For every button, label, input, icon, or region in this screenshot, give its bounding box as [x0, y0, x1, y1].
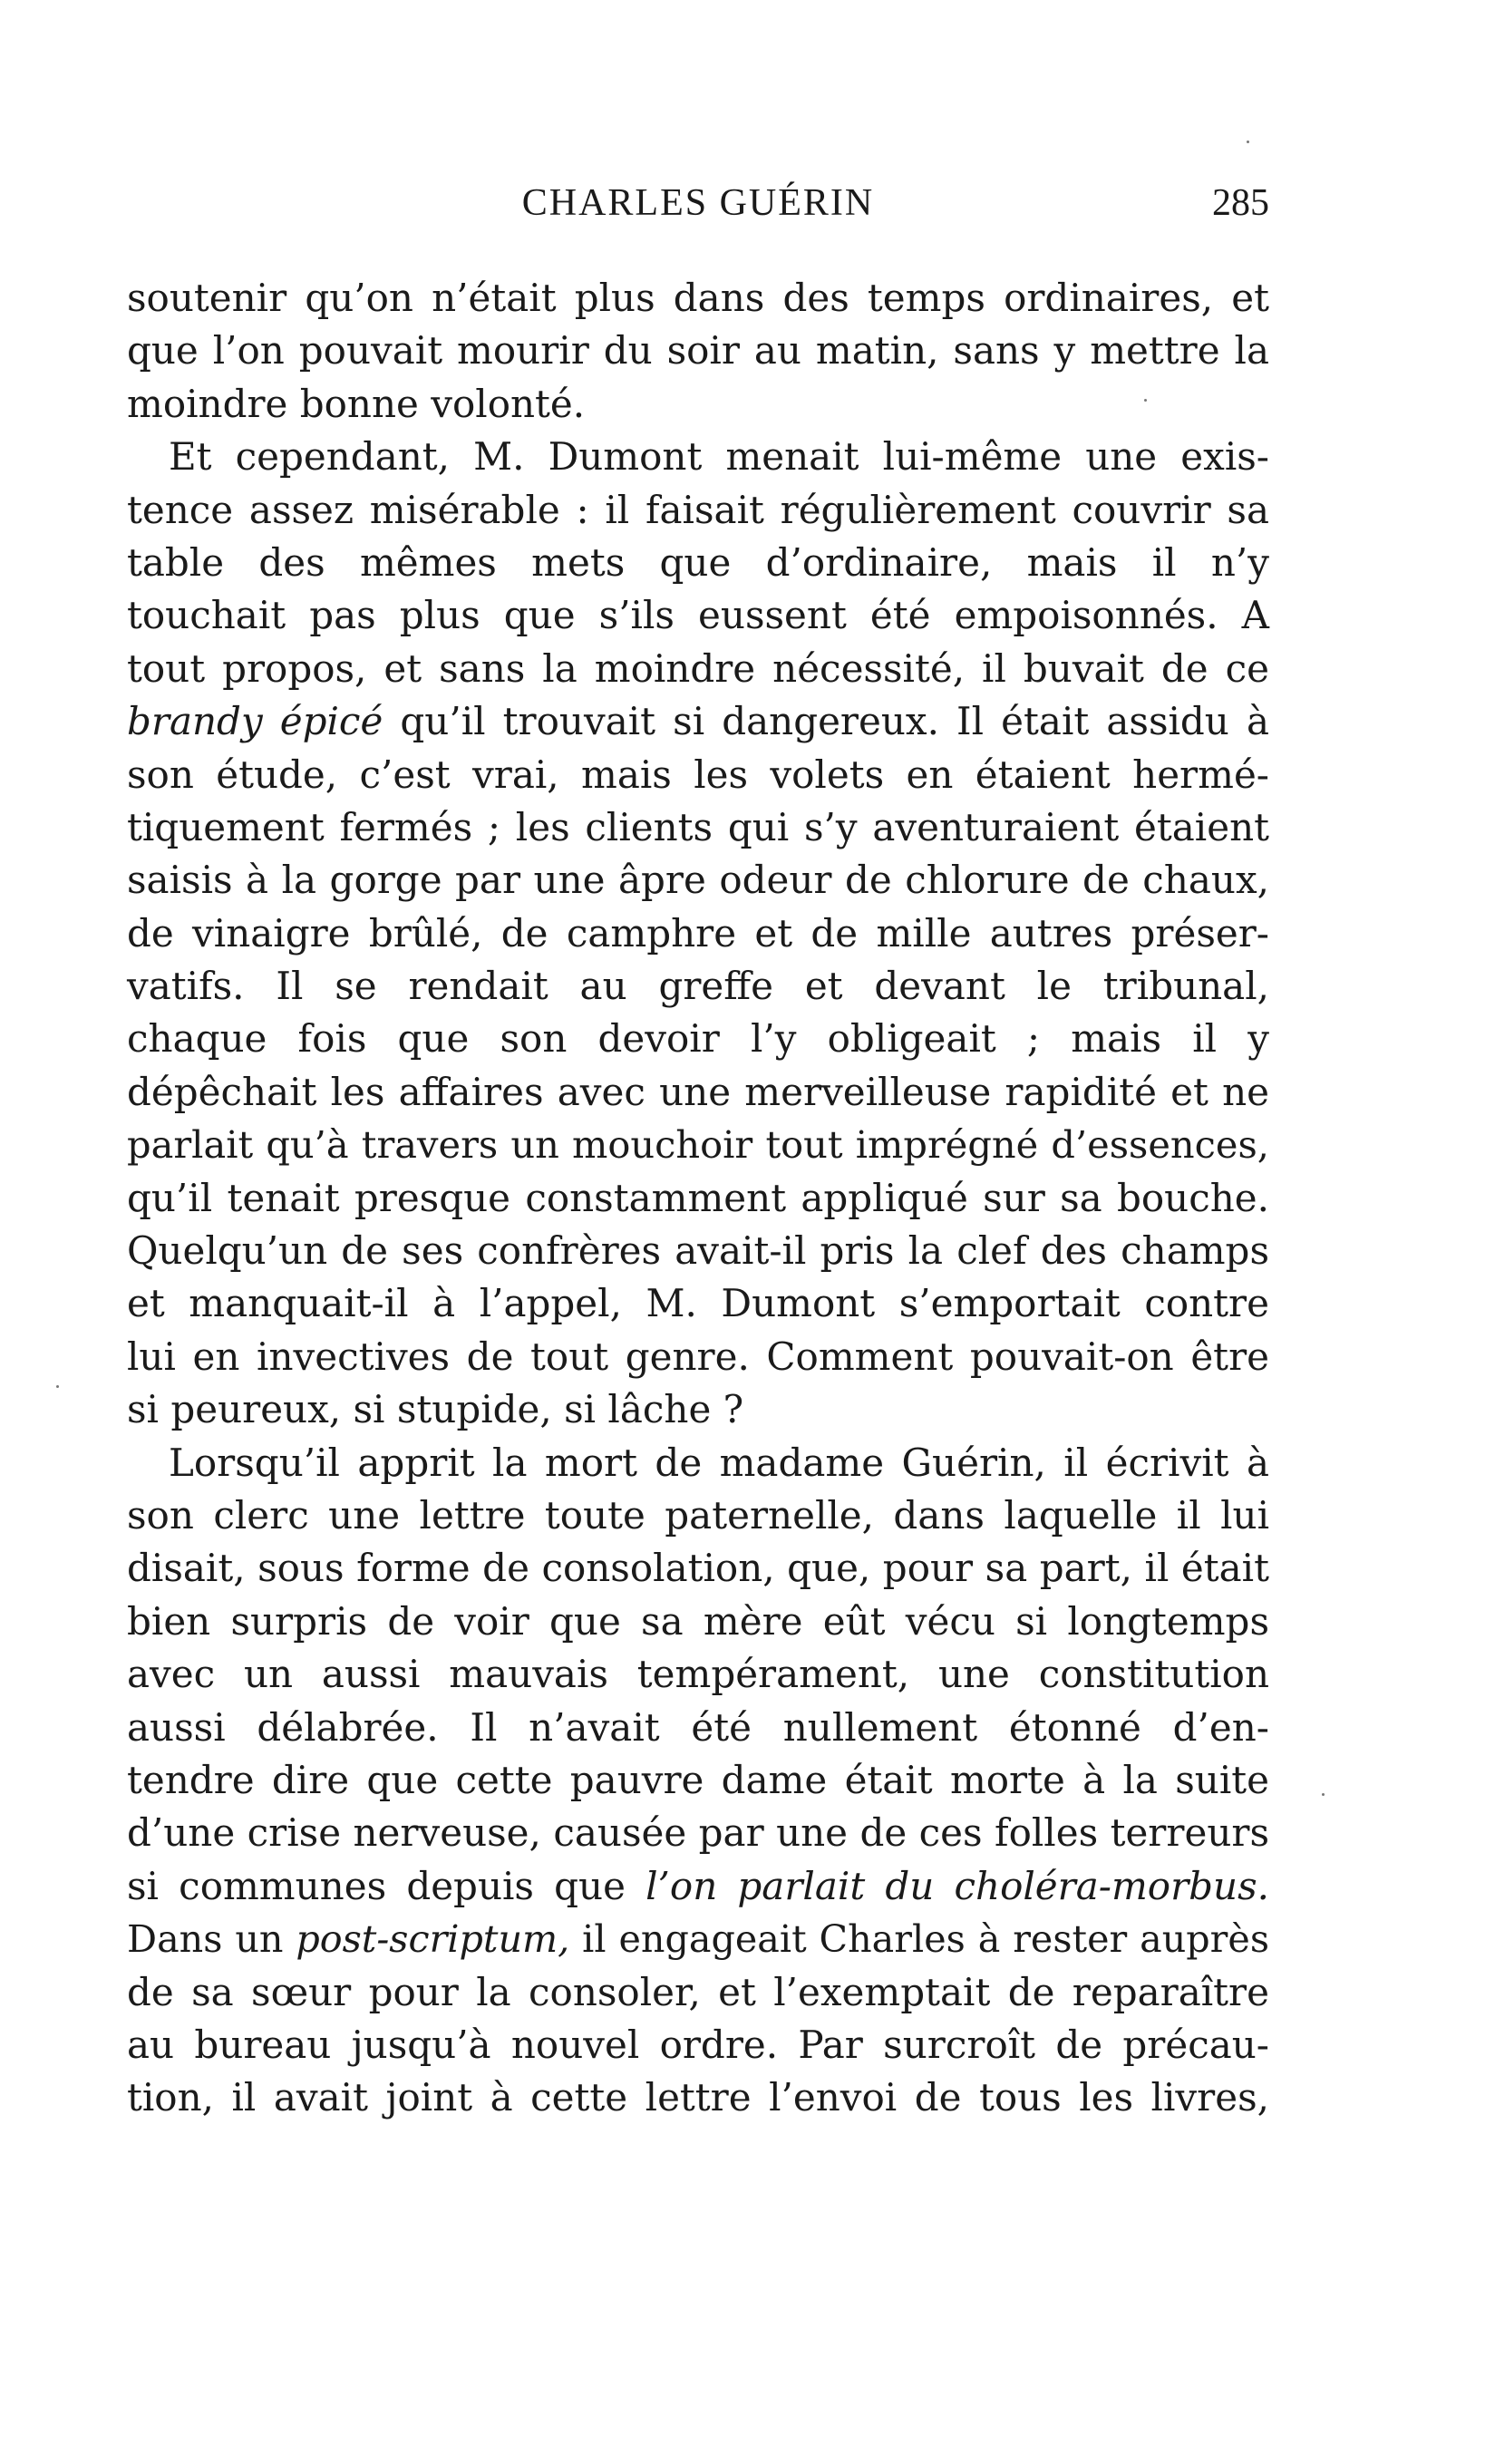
text-run: si communes depuis que — [127, 1863, 646, 1908]
text-line: au bureau jusqu’à nouvel ordre. Par surcroît de précau- — [127, 2022, 1269, 2067]
text-line: tout propos, et sans la moindre nécessité, il buvait de ce — [127, 645, 1269, 691]
text-line: avec un aussi mauvais tempérament, une constitution — [127, 1652, 1269, 1697]
text-line: tendre dire que cette pauvre dame était morte à la suite — [127, 1757, 1269, 1802]
text-line: table des mêmes mets que d’ordinaire, mais il n’y — [127, 539, 1269, 585]
text-run: qu’il trouvait si dangereux. Il était assidu à — [383, 699, 1269, 744]
text-line: tion, il avait joint à cette lettre l’envoi de tous les livres, — [127, 2075, 1269, 2120]
text-line: d’une crise nerveuse, causée par une de ces folles terreurs — [127, 1810, 1269, 1856]
text-line: Quelqu’un de ses confrères avait-il pris la clef des champs — [127, 1228, 1269, 1274]
text-line: de sa sœur pour la consoler, et l’exemptait de reparaître — [127, 1969, 1269, 2014]
text-line: parlait qu’à travers un mouchoir tout imprégné d’essences, — [127, 1122, 1269, 1168]
text-line: soutenir qu’on n’était plus dans des temps ordinaires, et — [127, 276, 1269, 320]
text-line: moindre bonne volonté. — [127, 381, 586, 426]
paper-speck — [1322, 1793, 1325, 1796]
text-line: touchait pas plus que s’ils eussent été empoisonnés. A — [127, 593, 1269, 638]
text-line: aussi délabrée. Il n’avait été nullement étonné d’en- — [127, 1704, 1269, 1750]
text-line — [127, 695, 1269, 748]
paper-speck — [1144, 399, 1147, 402]
text-line: chaque fois que son devoir l’y obligeait ; mais il y — [127, 1016, 1269, 1062]
text-line: si peureux, si stupide, si lâche ? — [127, 1387, 744, 1432]
text-run: Dans un — [127, 1917, 296, 1962]
paragraph-start-line: Lorsqu’il apprit la mort de madame Guérin, il écrivit à — [169, 1440, 1269, 1485]
text-line — [127, 1913, 1269, 1965]
italic-phrase: brandy épicé — [127, 699, 383, 744]
text-line: saisis à la gorge par une âpre odeur de chlorure de chaux, — [127, 858, 1269, 903]
text-line: lui en invectives de tout genre. Comment pouvait-on être — [127, 1334, 1269, 1379]
text-line: tence assez misérable : il faisait régulièrement couvrir sa — [127, 487, 1269, 532]
text-line: et manquait-il à l’appel, M. Dumont s’emportait contre — [127, 1281, 1269, 1326]
text-line: tiquement fermés ; les clients qui s’y aventuraient étaient — [127, 804, 1269, 849]
running-head — [127, 181, 1269, 236]
text-line: que l’on pouvait mourir du soir au matin, sans y mettre la — [127, 328, 1269, 373]
text-line — [127, 1860, 1269, 1913]
page-number: 285 — [1212, 182, 1269, 224]
text-line: de vinaigre brûlé, de camphre et de mille autres préser- — [127, 910, 1269, 956]
paper-speck — [1247, 141, 1249, 143]
text-line: disait, sous forme de consolation, que, pour sa part, il était — [127, 1546, 1269, 1591]
text-line: son clerc une lettre toute paternelle, dans laquelle il lui — [127, 1492, 1269, 1538]
running-title: CHARLES GUÉRIN — [521, 182, 875, 224]
text-run: il engageait Charles à rester auprès — [569, 1917, 1269, 1962]
text-line: bien surpris de voir que sa mère eût vécu si longtemps — [127, 1598, 1269, 1644]
paragraph-start-line: Et cependant, M. Dumont menait lui-même une exis- — [169, 434, 1269, 480]
text-line: vatifs. Il se rendait au greffe et devant le tribunal, — [127, 964, 1269, 1009]
body-text — [127, 272, 1269, 2125]
paper-speck — [56, 1385, 59, 1388]
text-line: son étude, c’est vrai, mais les volets en étaient hermé- — [127, 752, 1269, 797]
italic-phrase: l’on parlait du choléra-morbus. — [645, 1863, 1269, 1908]
text-line: dépêchait les affaires avec une merveilleuse rapidité et ne — [127, 1069, 1269, 1114]
italic-phrase: post-scriptum, — [296, 1917, 570, 1962]
text-line: qu’il tenait presque constamment appliqué sur sa bouche. — [127, 1175, 1269, 1220]
